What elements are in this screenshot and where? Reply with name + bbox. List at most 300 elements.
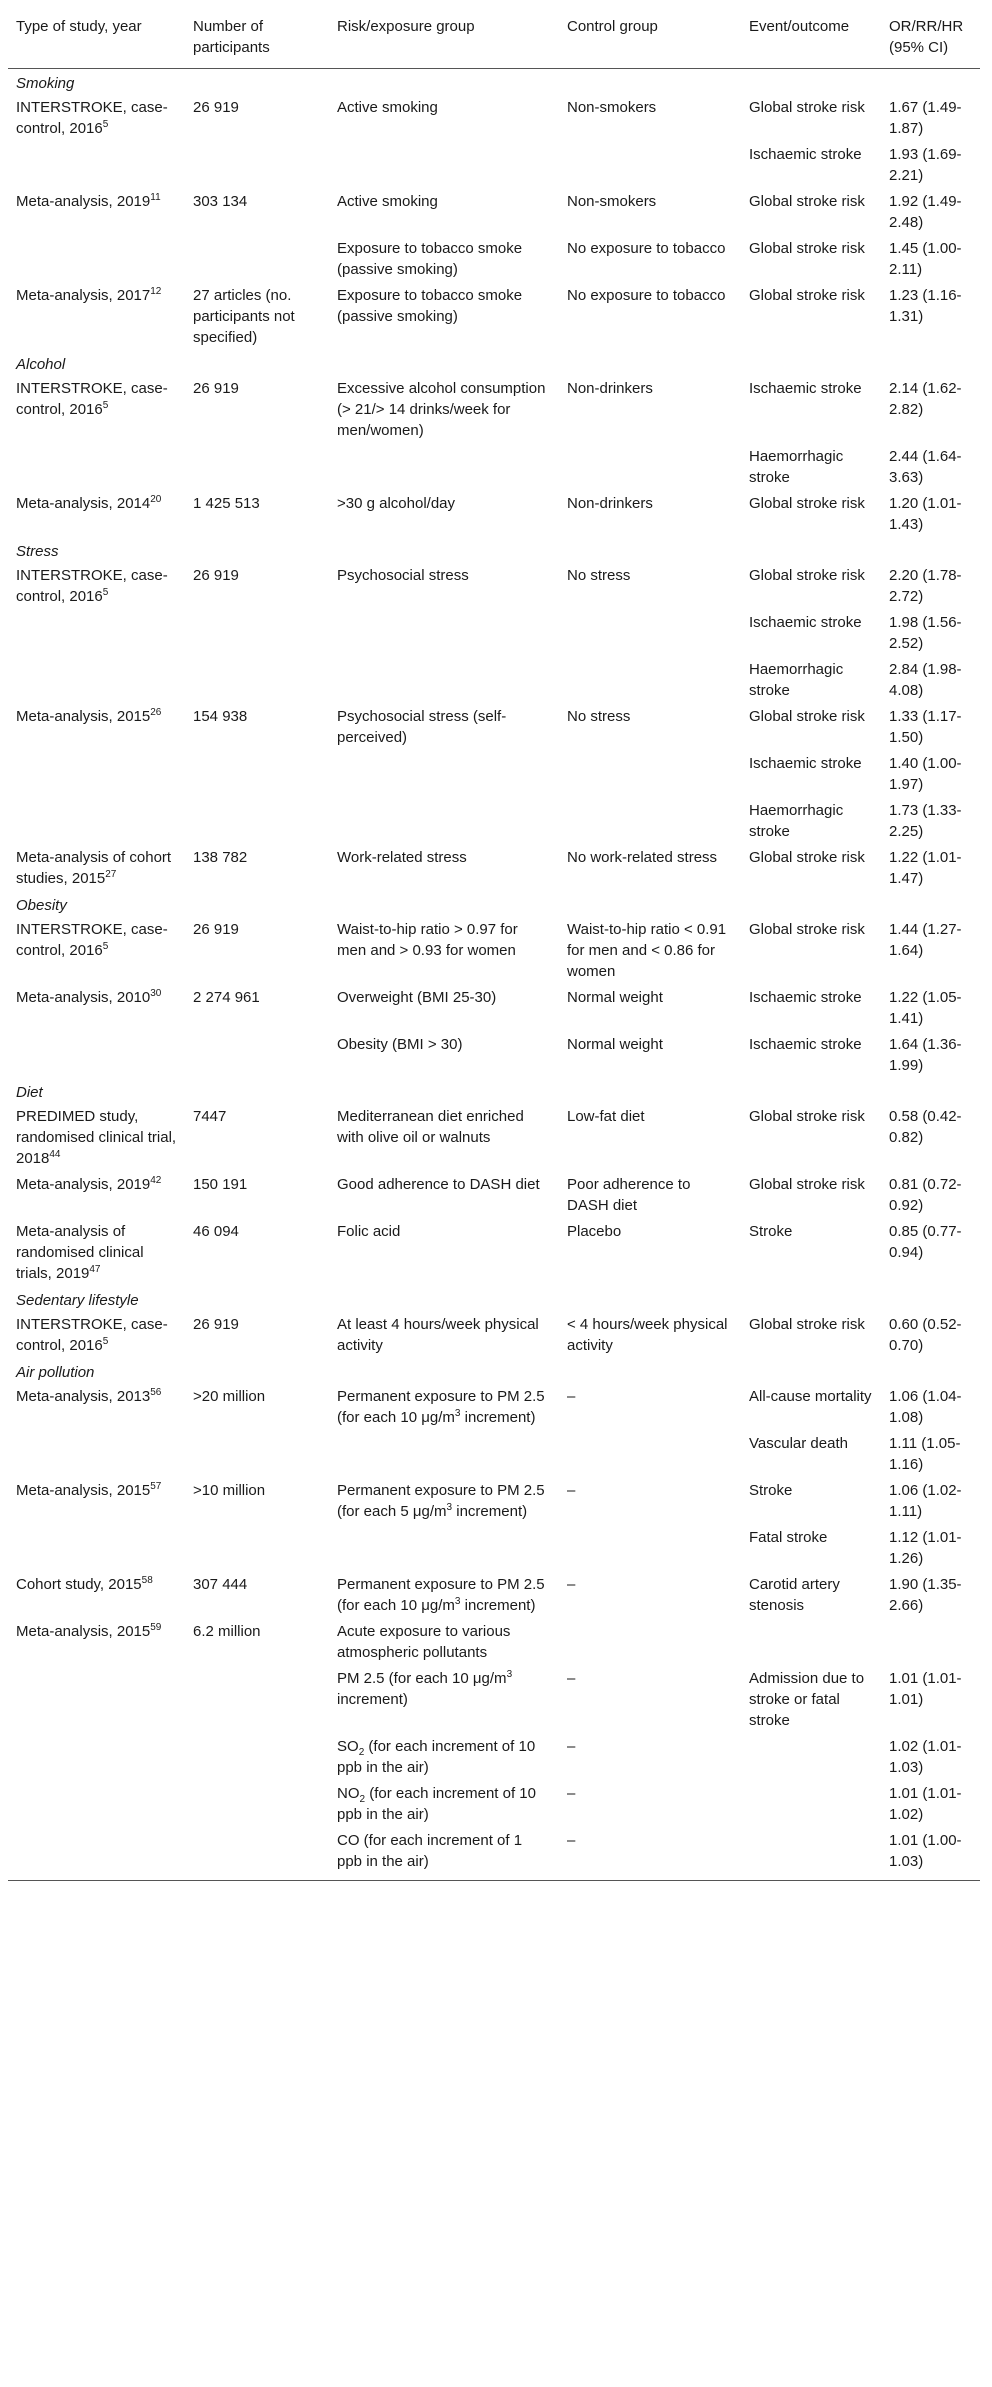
table-row <box>8 1103 980 1171</box>
section-label: Sedentary lifestyle <box>16 1292 139 1309</box>
cell-study <box>8 1827 185 1881</box>
cell-participants: 307 444 <box>193 1576 248 1593</box>
cell-risk-group <box>329 1571 559 1618</box>
cell-participants <box>185 141 329 188</box>
cell-control-group: < 4 hours/week physical activity <box>567 1316 728 1354</box>
cell-control-group: – <box>559 1827 741 1881</box>
cell-participants: 46 094 <box>193 1223 239 1240</box>
table-row <box>8 443 980 490</box>
cell-risk-group <box>329 490 559 537</box>
risk-text: Excessive alcohol consumption (> 21/> 14 drinks/week for men/women) <box>337 380 546 439</box>
risk-text: Exposure to tobacco smoke (passive smoking) <box>337 240 523 278</box>
reference-number: 5 <box>102 119 109 130</box>
cell-risk-group <box>329 1618 559 1665</box>
cell-risk-group <box>329 443 559 490</box>
table-row <box>8 1311 980 1358</box>
cell-risk-group <box>329 1171 559 1218</box>
cell-risk-group <box>329 916 559 984</box>
study-type: INTERSTROKE, case-control, 2016 <box>16 567 168 605</box>
study-type: Meta-analysis, 2013 <box>16 1388 151 1405</box>
cell-event: Global stroke risk <box>749 193 865 210</box>
table-row <box>8 984 980 1031</box>
cell-risk-group <box>329 1430 559 1477</box>
cell-estimate: 1.22 (1.01-1.47) <box>889 849 962 887</box>
table-row <box>8 1430 980 1477</box>
cell-participants <box>185 797 329 844</box>
risk-text: Permanent exposure to PM 2.5 (for each 10 μg/m <box>337 1388 545 1426</box>
cell-estimate: 1.11 (1.05-1.16) <box>889 1435 961 1473</box>
cell-event: Global stroke risk <box>749 1176 865 1193</box>
reference-number: 5 <box>102 1336 109 1347</box>
cell-event: Ischaemic stroke <box>749 146 862 163</box>
cell-study <box>8 1618 185 1665</box>
study-type: PREDIMED study, randomised clinical trial, 2018 <box>16 1108 177 1167</box>
cell-event: Vascular death <box>749 1435 848 1452</box>
cell-estimate: 1.40 (1.00-1.97) <box>889 755 962 793</box>
table-row <box>8 188 980 235</box>
reference-number: 56 <box>150 1387 162 1398</box>
cell-participants: 27 articles (no. participants not specified) <box>193 287 295 346</box>
study-type: Meta-analysis, 2019 <box>16 1176 151 1193</box>
cell-event <box>741 1780 881 1827</box>
cell-estimate: 1.01 (1.00-1.03) <box>881 1827 980 1881</box>
cell-estimate: 1.98 (1.56-2.52) <box>889 614 962 652</box>
cell-participants: 7447 <box>193 1108 227 1125</box>
cell-estimate: 1.33 (1.17-1.50) <box>889 708 962 746</box>
cell-study <box>8 916 185 984</box>
risk-text: Work-related stress <box>337 849 467 866</box>
cell-risk-group <box>329 1311 559 1358</box>
chemical-subscript: 2 <box>359 1794 366 1805</box>
cell-control-group <box>559 656 741 703</box>
cell-participants: 26 919 <box>193 1316 239 1333</box>
table-row <box>8 703 980 750</box>
cell-event: All-cause mortality <box>749 1388 872 1405</box>
cell-participants <box>185 750 329 797</box>
cell-event: Global stroke risk <box>749 495 865 512</box>
cell-event: Haemorrhagic stroke <box>749 802 844 840</box>
cell-event: Stroke <box>749 1223 793 1240</box>
cell-participants: 26 919 <box>193 380 239 397</box>
table-row <box>8 562 980 609</box>
cell-control-group: Placebo <box>567 1223 622 1240</box>
cell-risk-group <box>329 984 559 1031</box>
cell-estimate: 1.20 (1.01-1.43) <box>889 495 962 533</box>
section-row <box>8 69 980 95</box>
reference-number: 5 <box>102 400 109 411</box>
cell-risk-group <box>329 1031 559 1078</box>
cell-event: Ischaemic stroke <box>749 755 862 772</box>
section-row <box>8 891 980 916</box>
section-label: Smoking <box>16 75 75 92</box>
table-row <box>8 656 980 703</box>
reference-number: 42 <box>150 1175 162 1186</box>
cell-participants <box>185 1524 329 1571</box>
study-type: INTERSTROKE, case-control, 2016 <box>16 921 168 959</box>
cell-study <box>8 656 185 703</box>
table-row <box>8 797 980 844</box>
cell-event: Global stroke risk <box>749 708 865 725</box>
risk-text: Folic acid <box>337 1223 401 1240</box>
cell-estimate: 2.44 (1.64-3.63) <box>889 448 962 486</box>
cell-estimate: 1.22 (1.05-1.41) <box>889 989 962 1027</box>
cell-event: Global stroke risk <box>749 99 865 116</box>
cell-risk-group <box>329 656 559 703</box>
cell-estimate: 1.01 (1.01-1.01) <box>889 1670 962 1708</box>
cell-estimate: 1.44 (1.27-1.64) <box>889 921 962 959</box>
study-type: INTERSTROKE, case-control, 2016 <box>16 380 168 418</box>
cell-participants: >10 million <box>193 1482 266 1499</box>
table-row <box>8 1031 980 1078</box>
section-label: Diet <box>16 1084 43 1101</box>
cell-control-group: – <box>567 1388 576 1405</box>
cell-control-group: – <box>567 1785 576 1802</box>
cell-study <box>8 1524 185 1571</box>
table-row <box>8 1171 980 1218</box>
table-row <box>8 1218 980 1286</box>
cell-participants <box>185 1665 329 1733</box>
study-type: Meta-analysis of randomised clinical trials, 2019 <box>16 1223 144 1282</box>
risk-text: Permanent exposure to PM 2.5 (for each 10 μg/m <box>337 1576 545 1614</box>
cell-estimate: 1.23 (1.16-1.31) <box>889 287 962 325</box>
section-row <box>8 350 980 375</box>
cell-control-group: Waist-to-hip ratio < 0.91 for men and < 0.86 for women <box>567 921 727 980</box>
cell-participants: 26 919 <box>193 99 239 116</box>
cell-participants: 150 191 <box>193 1176 248 1193</box>
unit-superscript: 3 <box>454 1596 461 1607</box>
cell-event: Global stroke risk <box>749 287 865 304</box>
risk-text: SO <box>337 1738 359 1755</box>
risk-text-continued: increment) <box>460 1597 536 1614</box>
cell-control-group <box>559 609 741 656</box>
table-row <box>8 1665 980 1733</box>
table-row <box>8 1477 980 1524</box>
header-event: Event/outcome <box>741 6 881 69</box>
cell-estimate: 2.84 (1.98-4.08) <box>889 661 962 699</box>
cell-participants: 26 919 <box>193 921 239 938</box>
cell-control-group: Poor adherence to DASH diet <box>567 1176 691 1214</box>
cell-study <box>8 703 185 750</box>
cell-event: Global stroke risk <box>749 1108 865 1125</box>
cell-risk-group <box>329 141 559 188</box>
cell-control-group <box>559 797 741 844</box>
header-participants: Number of participants <box>185 6 329 69</box>
section-label: Obesity <box>16 897 67 914</box>
cell-study <box>8 1477 185 1524</box>
cell-event: Global stroke risk <box>749 921 865 938</box>
cell-study <box>8 1780 185 1827</box>
risk-text-continued: increment) <box>452 1503 528 1520</box>
table-body <box>8 69 980 1881</box>
cell-control-group: Non-drinkers <box>567 380 653 397</box>
cell-study <box>8 844 185 891</box>
cell-estimate: 1.92 (1.49-2.48) <box>889 193 962 231</box>
unit-superscript: 3 <box>446 1502 453 1513</box>
cell-participants: 6.2 million <box>193 1623 261 1640</box>
cell-control-group: – <box>567 1576 576 1593</box>
study-type: Meta-analysis, 2015 <box>16 1482 151 1499</box>
cell-risk-group <box>329 1477 559 1524</box>
cell-risk-group <box>329 188 559 235</box>
cell-estimate: 0.81 (0.72-0.92) <box>889 1176 962 1214</box>
cell-estimate: 0.58 (0.42-0.82) <box>889 1108 962 1146</box>
cell-study <box>8 1311 185 1358</box>
cell-control-group: No stress <box>567 708 631 725</box>
cell-estimate: 1.64 (1.36-1.99) <box>889 1036 962 1074</box>
cell-risk-group <box>329 1524 559 1571</box>
cell-risk-group <box>329 94 559 141</box>
cell-event: Global stroke risk <box>749 1316 865 1333</box>
risk-text-continued: increment) <box>460 1409 536 1426</box>
cell-risk-group <box>329 1103 559 1171</box>
cell-control-group: Non-smokers <box>567 193 657 210</box>
cell-study <box>8 1430 185 1477</box>
table-row <box>8 1524 980 1571</box>
table-row <box>8 1571 980 1618</box>
cell-control-group <box>559 1618 741 1665</box>
cell-participants: 1 425 513 <box>193 495 260 512</box>
header-row <box>8 6 980 69</box>
cell-control-group: Normal weight <box>567 989 663 1006</box>
cell-control-group: – <box>567 1670 576 1687</box>
cell-study <box>8 1103 185 1171</box>
unit-superscript: 3 <box>454 1408 461 1419</box>
cell-event: Haemorrhagic stroke <box>749 661 844 699</box>
cell-estimate: 1.73 (1.33-2.25) <box>889 802 962 840</box>
cell-risk-group <box>329 375 559 443</box>
risk-text: CO (for each increment of 1 ppb in the air) <box>337 1832 523 1870</box>
cell-participants <box>185 1780 329 1827</box>
cell-study <box>8 282 185 350</box>
cell-estimate <box>881 1618 980 1665</box>
cell-estimate: 2.14 (1.62-2.82) <box>889 380 962 418</box>
cell-estimate: 1.06 (1.02-1.11) <box>889 1482 962 1520</box>
cell-study <box>8 1383 185 1430</box>
table-row <box>8 141 980 188</box>
table-row <box>8 750 980 797</box>
cell-risk-group <box>329 235 559 282</box>
cell-risk-group <box>329 703 559 750</box>
cell-study <box>8 750 185 797</box>
cell-event <box>741 1618 881 1665</box>
chemical-subscript: 2 <box>358 1747 365 1758</box>
risk-text: Active smoking <box>337 193 438 210</box>
section-row <box>8 1078 980 1103</box>
cell-risk-group <box>329 609 559 656</box>
section-row <box>8 537 980 562</box>
cell-event: Ischaemic stroke <box>749 989 862 1006</box>
cell-event <box>741 1733 881 1780</box>
cell-study <box>8 375 185 443</box>
risk-text: Waist-to-hip ratio > 0.97 for men and > 0.93 for women <box>337 921 518 959</box>
risk-text: Psychosocial stress (self-perceived) <box>337 708 507 746</box>
cell-risk-group <box>329 1780 559 1827</box>
cell-risk-group <box>329 844 559 891</box>
cell-risk-group <box>329 750 559 797</box>
study-type: Cohort study, 2015 <box>16 1576 142 1593</box>
cell-study <box>8 984 185 1031</box>
cell-participants: >20 million <box>193 1388 266 1405</box>
cell-participants <box>185 1430 329 1477</box>
cell-control-group: – <box>567 1738 576 1755</box>
header-risk-group: Risk/exposure group <box>329 6 559 69</box>
cell-estimate: 1.12 (1.01-1.26) <box>889 1529 962 1567</box>
header-study: Type of study, year <box>8 6 185 69</box>
cell-estimate: 1.01 (1.01-1.02) <box>889 1785 962 1823</box>
cell-study <box>8 1733 185 1780</box>
cell-control-group <box>559 1524 741 1571</box>
cell-control-group: Non-smokers <box>567 99 657 116</box>
section-label: Stress <box>16 543 59 560</box>
cell-participants <box>185 1031 329 1078</box>
cell-control-group: No work-related stress <box>567 849 718 866</box>
cell-study <box>8 443 185 490</box>
study-type: Meta-analysis of cohort studies, 2015 <box>16 849 172 887</box>
cell-participants <box>185 656 329 703</box>
risk-text-continued: (for each increment of 10 ppb in the air) <box>337 1785 536 1823</box>
cell-control-group <box>559 443 741 490</box>
cell-study <box>8 1218 185 1286</box>
cell-participants <box>185 443 329 490</box>
risk-text: Mediterranean diet enriched with olive oil or walnuts <box>337 1108 524 1146</box>
cell-estimate: 1.06 (1.04-1.08) <box>889 1388 962 1426</box>
cell-study <box>8 609 185 656</box>
reference-number: 5 <box>102 587 109 598</box>
reference-number: 59 <box>150 1622 162 1633</box>
cell-participants: 26 919 <box>193 567 239 584</box>
table-row <box>8 282 980 350</box>
cell-event <box>741 1827 881 1881</box>
cell-estimate: 1.93 (1.69-2.21) <box>889 146 962 184</box>
cell-event: Carotid artery stenosis <box>749 1576 840 1614</box>
section-label: Air pollution <box>16 1364 95 1381</box>
reference-number: 58 <box>141 1575 153 1586</box>
cell-control-group: Non-drinkers <box>567 495 653 512</box>
table-row <box>8 1618 980 1665</box>
section-row <box>8 1286 980 1311</box>
cell-event: Ischaemic stroke <box>749 1036 862 1053</box>
cell-participants: 2 274 961 <box>193 989 260 1006</box>
cell-risk-group <box>329 1665 559 1733</box>
cell-risk-group <box>329 282 559 350</box>
risk-text-continued: (for each increment of 10 ppb in the air) <box>337 1738 536 1776</box>
cell-participants: 303 134 <box>193 193 248 210</box>
cell-control-group <box>559 141 741 188</box>
cell-control-group: No exposure to tobacco <box>567 240 726 257</box>
reference-number: 26 <box>150 707 162 718</box>
cell-event: Fatal stroke <box>749 1529 828 1546</box>
study-type: INTERSTROKE, case-control, 2016 <box>16 99 168 137</box>
table-row <box>8 1827 980 1881</box>
table-row <box>8 1780 980 1827</box>
study-type: Meta-analysis, 2015 <box>16 1623 151 1640</box>
study-type: Meta-analysis, 2015 <box>16 708 151 725</box>
cell-estimate: 1.02 (1.01-1.03) <box>889 1738 962 1776</box>
cell-event: Ischaemic stroke <box>749 614 862 631</box>
cell-study <box>8 490 185 537</box>
table-row <box>8 609 980 656</box>
risk-text: Obesity (BMI > 30) <box>337 1036 463 1053</box>
risk-text: Active smoking <box>337 99 438 116</box>
cell-control-group <box>559 1430 741 1477</box>
table-row <box>8 375 980 443</box>
cell-event: Global stroke risk <box>749 567 865 584</box>
cell-participants <box>185 235 329 282</box>
study-type: Meta-analysis, 2014 <box>16 495 151 512</box>
risk-text: At least 4 hours/week physical activity <box>337 1316 539 1354</box>
risk-text: PM 2.5 (for each 10 μg/m <box>337 1670 507 1687</box>
reference-number: 44 <box>49 1149 61 1160</box>
cell-estimate: 0.85 (0.77-0.94) <box>889 1223 962 1261</box>
risk-text: >30 g alcohol/day <box>337 495 456 512</box>
study-type: Meta-analysis, 2017 <box>16 287 151 304</box>
cell-estimate: 1.67 (1.49-1.87) <box>889 99 962 137</box>
study-type: Meta-analysis, 2010 <box>16 989 151 1006</box>
table-row <box>8 844 980 891</box>
risk-text: NO <box>337 1785 360 1802</box>
table-row <box>8 1383 980 1430</box>
cell-event: Ischaemic stroke <box>749 380 862 397</box>
risk-text: Acute exposure to various atmospheric pollutants <box>337 1623 511 1661</box>
reference-number: 30 <box>150 988 162 999</box>
risk-text: Exposure to tobacco smoke (passive smoking) <box>337 287 523 325</box>
reference-number: 57 <box>150 1481 162 1492</box>
cell-risk-group <box>329 1733 559 1780</box>
cell-participants: 138 782 <box>193 849 248 866</box>
cell-event: Global stroke risk <box>749 849 865 866</box>
cell-study <box>8 1665 185 1733</box>
table-row <box>8 235 980 282</box>
header-estimate: OR/RR/HR (95% CI) <box>881 6 980 69</box>
cell-event: Global stroke risk <box>749 240 865 257</box>
cell-control-group: Normal weight <box>567 1036 663 1053</box>
table-row <box>8 916 980 984</box>
cell-participants <box>185 1827 329 1881</box>
cell-estimate: 2.20 (1.78-2.72) <box>889 567 962 605</box>
reference-number: 5 <box>102 941 109 952</box>
reference-number: 20 <box>150 494 162 505</box>
reference-number: 12 <box>150 286 162 297</box>
risk-text: Permanent exposure to PM 2.5 (for each 5 μg/m <box>337 1482 545 1520</box>
cell-risk-group <box>329 1383 559 1430</box>
cell-event: Stroke <box>749 1482 793 1499</box>
section-row <box>8 1358 980 1383</box>
cell-study <box>8 1171 185 1218</box>
risk-text: Good adherence to DASH diet <box>337 1176 540 1193</box>
risk-text: Overweight (BMI 25-30) <box>337 989 497 1006</box>
cell-control-group: Low-fat diet <box>567 1108 645 1125</box>
cell-study <box>8 1571 185 1618</box>
section-label: Alcohol <box>16 356 66 373</box>
risk-text: Psychosocial stress <box>337 567 469 584</box>
cell-estimate: 1.90 (1.35-2.66) <box>889 1576 962 1614</box>
table-row <box>8 1733 980 1780</box>
cell-control-group: – <box>567 1482 576 1499</box>
cell-event: Haemorrhagic stroke <box>749 448 844 486</box>
study-type: INTERSTROKE, case-control, 2016 <box>16 1316 168 1354</box>
cell-participants <box>185 1733 329 1780</box>
cell-study <box>8 188 185 235</box>
cell-study <box>8 235 185 282</box>
cell-participants: 154 938 <box>193 708 248 725</box>
risk-factor-table <box>8 6 980 1881</box>
cell-risk-group <box>329 1218 559 1286</box>
table-row <box>8 490 980 537</box>
cell-control-group <box>559 750 741 797</box>
risk-text-continued: increment) <box>337 1691 408 1708</box>
cell-risk-group <box>329 1827 559 1881</box>
cell-control-group: No exposure to tobacco <box>567 287 726 304</box>
